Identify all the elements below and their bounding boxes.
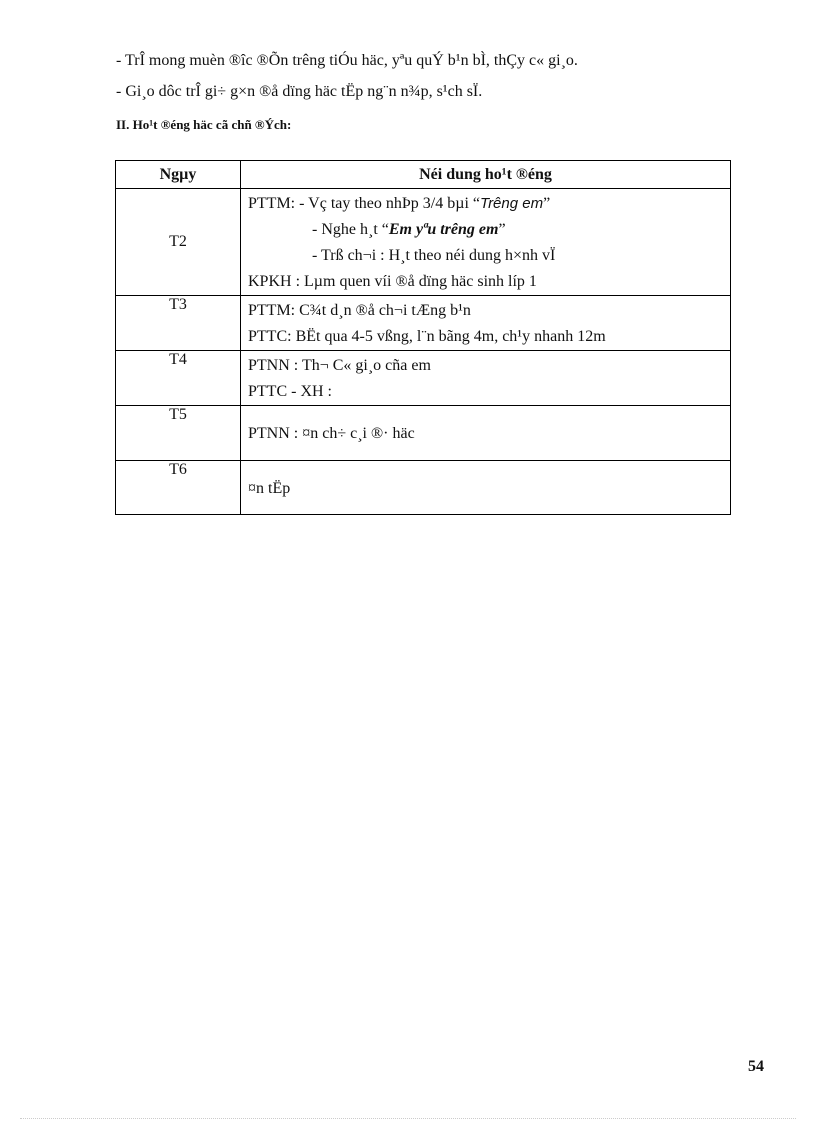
- day-cell-t6: T6: [116, 461, 241, 515]
- t2-song-title-2: Em yªu trêng em: [388, 221, 499, 238]
- content-cell-t6: [241, 461, 731, 515]
- day-cell-t5: T5: [116, 406, 241, 461]
- day-cell-t2: T2: [116, 189, 241, 296]
- table-row: [116, 296, 731, 351]
- table-row: [116, 351, 731, 406]
- t6-line-1: ¤n tËp: [248, 479, 291, 497]
- intro-line-2: - Gi¸o dôc trÎ gi÷ g×n ®å dïng häc tËp ng¨n n¾p, s¹ch sÏ.: [116, 83, 483, 100]
- content-cell-t3: [241, 296, 731, 351]
- t5-line-1: PTNN : ¤n ch÷ c¸i ®· häc: [248, 425, 415, 442]
- intro-line-1: - TrÎ mong muèn ®îc ®Õn trêng tiÓu häc, yªu quÝ b¹n bÌ, thÇy c« gi¸o.: [116, 52, 578, 69]
- table-row: [116, 461, 731, 515]
- t2-line-3: - Trß ch¬i : H¸t theo néi dung h×nh vÏ: [312, 247, 556, 264]
- table-row: [116, 189, 731, 296]
- t4-line-1: PTNN : Th¬ C« gi¸o cña em: [248, 357, 431, 374]
- t2-line-2-prefix: - Nghe h¸t “: [312, 221, 389, 238]
- table-row: [116, 406, 731, 461]
- day-cell-t4: T4: [116, 351, 241, 406]
- t2-line-1: [248, 191, 723, 217]
- table-header-row: [116, 161, 731, 189]
- t2-song-title: Trêng em: [480, 195, 544, 212]
- activity-schedule-table: [115, 160, 731, 515]
- content-cell-t2: [241, 189, 731, 296]
- page-bottom-divider: [20, 1118, 796, 1119]
- t3-line-2: PTTC: BËt qua 4-5 vßng, l¨n bãng 4m, ch¹y nhanh 12m: [248, 328, 606, 345]
- section-heading: II. Ho¹t ®éng häc cã chñ ®Ých:: [116, 117, 292, 132]
- content-column-header: Néi dung ho¹t ®éng: [241, 161, 731, 189]
- day-column-header: Ngµy: [116, 161, 241, 189]
- t2-line-2: [248, 217, 723, 243]
- t2-line-2-close: ”: [498, 221, 506, 238]
- t4-line-2: PTTC - XH :: [248, 383, 332, 400]
- page-number: 54: [748, 1058, 764, 1075]
- content-cell-t5: [241, 406, 731, 461]
- t2-line-4: KPKH : Lµm quen víi ®å dïng häc sinh líp 1: [248, 273, 537, 290]
- content-cell-t4: [241, 351, 731, 406]
- day-cell-t3: T3: [116, 296, 241, 351]
- t2-line-1-close: ”: [543, 195, 551, 212]
- t3-line-1: PTTM: C¾t d¸n ®å ch¬i tÆng b¹n: [248, 302, 471, 319]
- t2-line-1-prefix: PTTM: - Vç tay theo nhÞp 3/4 bµi “: [248, 195, 481, 212]
